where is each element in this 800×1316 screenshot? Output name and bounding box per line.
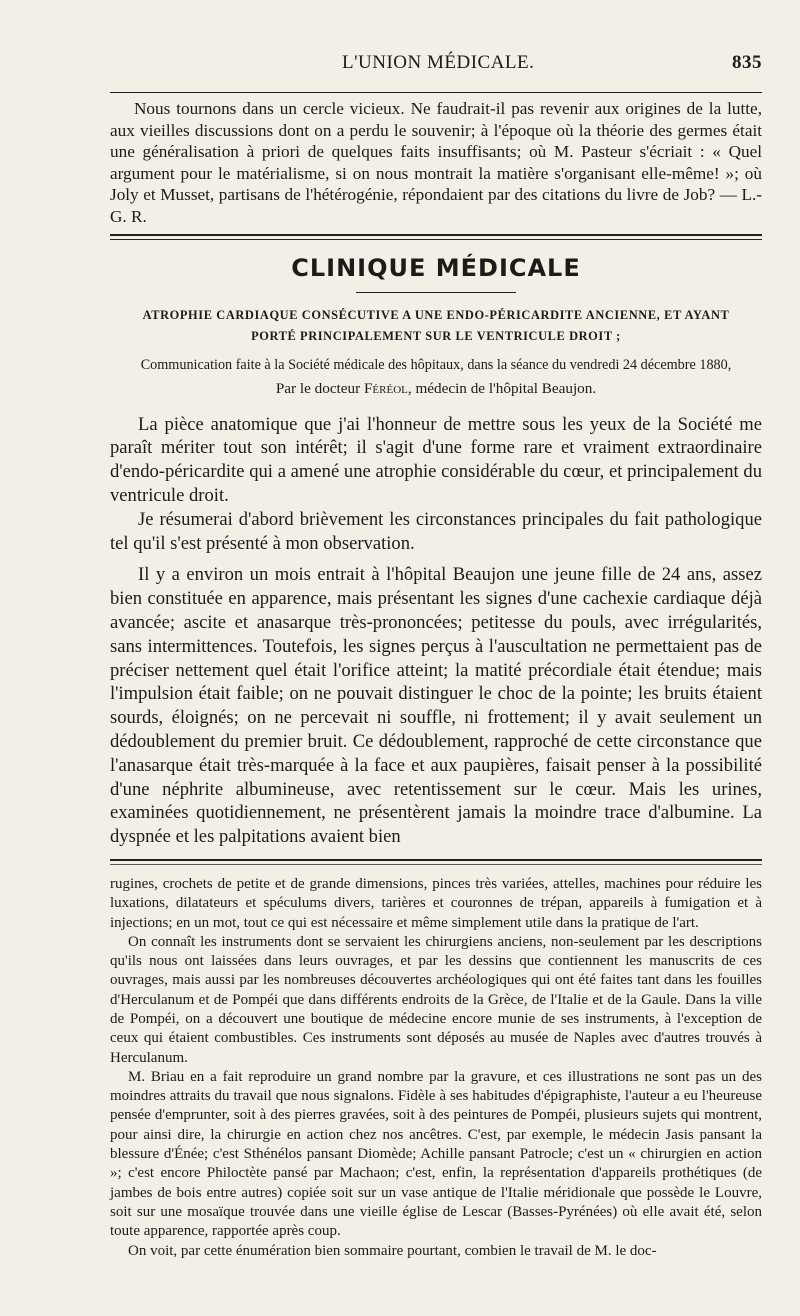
section-title-rule <box>356 292 516 293</box>
header-rule <box>110 92 762 93</box>
footnote-separator <box>110 859 762 861</box>
running-title: L'UNION MÉDICALE. <box>342 52 535 73</box>
body-paragraph-2: Je résumerai d'abord brièvement les circonstances principales du fait pathologique tel qu'il s'est présenté à mon observation. <box>110 508 762 554</box>
page-number: 835 <box>732 52 762 73</box>
author-name: Féréol <box>363 379 408 397</box>
author-line <box>110 379 762 399</box>
author-prefix: Par le docteur <box>275 379 361 397</box>
article-title-line-2: PORTÉ PRINCIPALEMENT SUR LE VENTRICULE DROIT ; <box>251 328 621 343</box>
page-header <box>110 0 762 92</box>
footnote-paragraph-1: rugines, crochets de petite et de grande dimensions, pinces très variées, attelles, machines pour réduire les luxations, dilatateurs et spéculums divers, tarières et couronnes de trépan, appareils à fumigation et à injections; en un mot, tout ce qui est nécessaire et même simplement utile dans la pratique de l'art. <box>110 875 762 931</box>
article-title-line-1: ATROPHIE CARDIAQUE CONSÉCUTIVE A UNE ENDO-PÉRICARDITE ANCIENNE, ET AYANT <box>142 307 730 322</box>
body-paragraph-1: La pièce anatomique que j'ai l'honneur de mettre sous les yeux de la Société me paraît mériter tout son intérêt; il s'agit d'une forme rare et vraiment extraordinaire d'endo-péricardite qui a amené une atrophie considérable du cœur, et principalement du ventricule droit. <box>110 413 762 506</box>
article-title <box>110 305 762 347</box>
body-paragraph-3: Il y a environ un mois entrait à l'hôpital Beaujon une jeune fille de 24 ans, assez bien constituée en apparence, mais présentant les signes d'une cachexie cardiaque déjà avancée; ascite et anasarque très-prononcées; petitesse du pouls, avec irrégularités, sans intermittences. Toutefois, les signes perçus à l'auscultation ne permettaient pas de préciser nettement quel était l'orifice atteint; la matité précordiale était étendue; mais l'impulsion était faible; on ne pouvait distinguer le choc de la pointe; les bruits étaient sourds, éloignés; on ne percevait ni souffle, ni frottement; il y avait seulement un dédoublement du premier bruit. Ce dédoublement, rapproché de cette circonstance que l'anasarque était très-marquée à la face et aux paupières, faisait penser à la possibilité d'une néphrite albumineuse, avec retentissement sur le cœur. Mais les urines, examinées quotidiennement, ne présentèrent jamais la moindre trace d'albumine. La dyspnée et les palpitations avaient bien <box>110 564 762 848</box>
footnote-paragraph-4: On voit, par cette énumération bien sommaire pourtant, combien le travail de M. le doc- <box>128 1242 657 1259</box>
section-separator <box>110 234 762 240</box>
footnote-paragraph-3: M. Briau en a fait reproduire un grand nombre par la gravure, et ces illustrations ne sont pas un des moindres attraits du travail que nous signalons. Fidèle à ses habitudes d'épigraphiste, l'auteur a eu l'heureuse pensée d'emprunter, soit à des pierres gravées, soit à des peintures de Pompéi, plusieurs sujets qui montrent, pour ainsi dire, la chirurgie en action chez nos ancêtres. C'est, par exemple, le médecin Jasis pansant la blessure d'Énée; c'est Sthénélos pansant Diomède; Achille pansant Patrocle; c'est un « chirurgien en action »; c'est encore Philoctète pansé par Machaon; c'est, enfin, la représentation d'appareils prothétiques (de jambes de bois entre autres) copiée soit sur un vase antique de l'Italie méridionale que possède le Louvre, soit sur une mosaïque trouvée dans une vieille église de Lescar (Basses-Pyrénées) où elle avait été, selon toute apparence, rapportée après coup. <box>110 1068 762 1240</box>
communication-note: Communication faite à la Société médicale des hôpitaux, dans la séance du vendredi 24 décembre 1880, <box>140 356 732 373</box>
footnote-separator-thin <box>110 864 762 865</box>
intro-paragraph: Nous tournons dans un cercle vicieux. Ne faudrait-il pas revenir aux origines de la lutte, aux vieilles discussions dont on a perdu le souvenir; à l'époque où la théorie des germes était une généralisation à priori de quelques faits insuffisants; où M. Pasteur s'écriait : « Quel argument pour le matérialisme, si on nous montrait la matière s'organisant elle-même! »; où Joly et Musset, partisans de l'hétérogénie, répondaient par des citations du livre de Job? — L.-G. R. <box>110 99 762 226</box>
section-title: CLINIQUE MÉDICALE <box>291 253 581 282</box>
footnote-paragraph-2: On connaît les instruments dont se servaient les chirurgiens anciens, non-seulement par les descriptions qu'ils nous ont laissées dans leurs ouvrages, et par les dessins que contiennent les manuscrits de ces ouvrages, mais aussi par les nombreuses découvertes archéologiques qui ont été faites tant dans les fouilles d'Herculanum et de Pompéi que dans différents endroits de la Grèce, de l'Italie et de la Gaule. Dans la ville de Pompéi, on a découvert une boutique de médecine encore munie de ses instruments, à l'exception de ceux qui étaient combustibles. Ces instruments sont déposés au musée de Naples avec d'autres trouvés à Herculanum. <box>110 933 762 1066</box>
author-suffix: , médecin de l'hôpital Beaujon. <box>407 379 597 397</box>
